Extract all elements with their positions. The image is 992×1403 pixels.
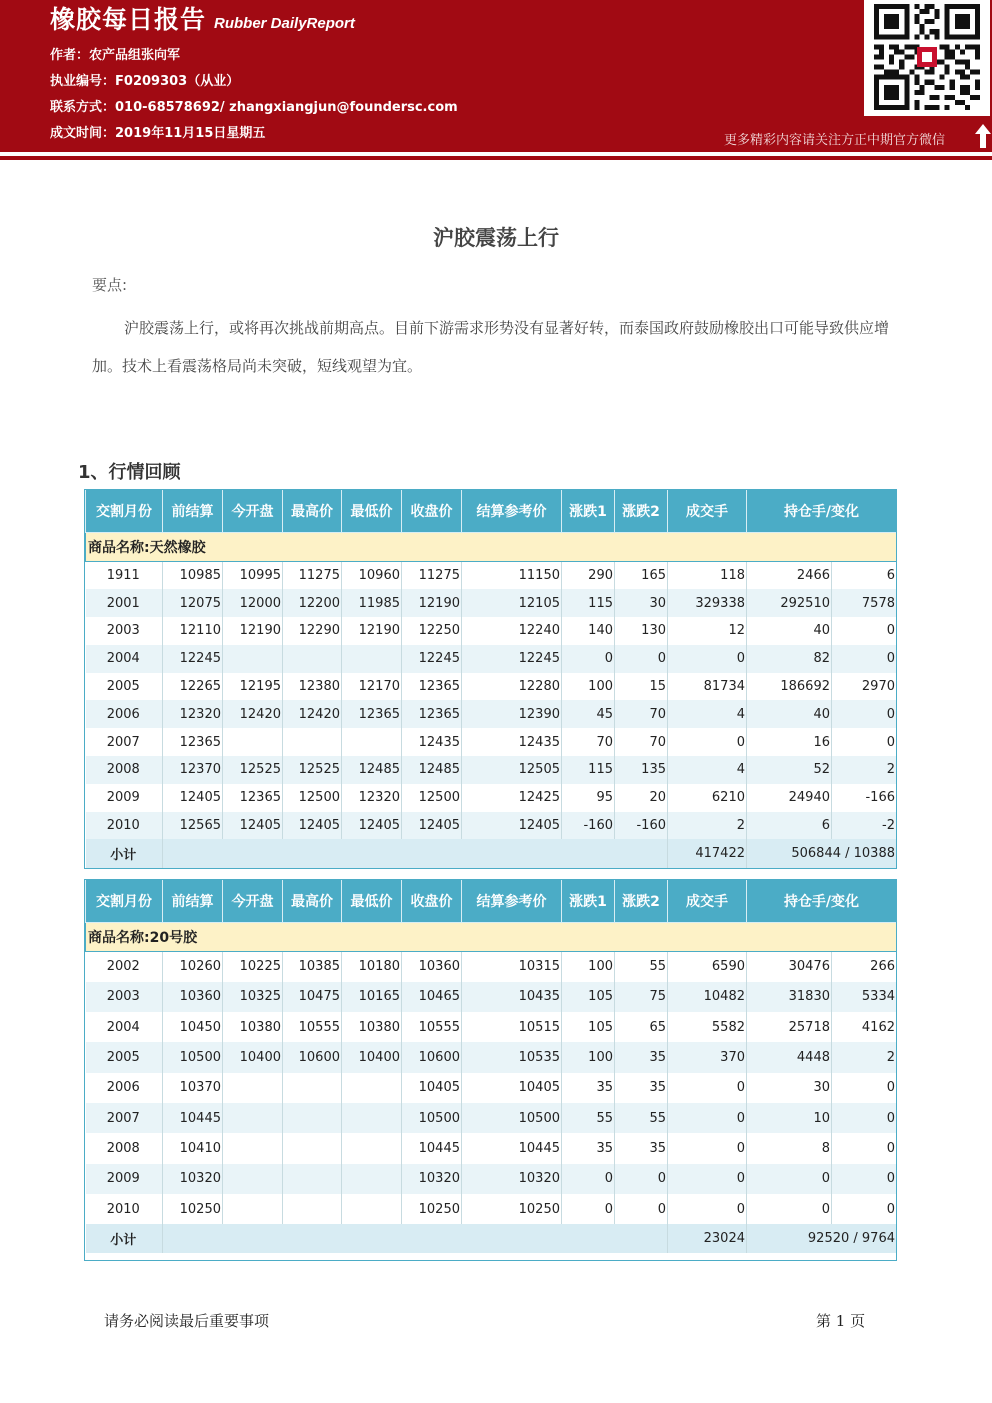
table-cell: 0 <box>747 1194 832 1224</box>
table-cell: 0 <box>615 1164 668 1194</box>
table-cell: 6210 <box>668 784 747 812</box>
table-cell: 45 <box>562 700 615 728</box>
table1-frame <box>84 489 897 869</box>
license-label: 执业编号： <box>50 74 116 89</box>
table-cell: 70 <box>562 728 615 756</box>
page-number: 第 1 页 <box>816 1312 866 1330</box>
table-cell: 12525 <box>223 756 283 784</box>
table-cell: 12240 <box>462 617 562 645</box>
header-change-2: 涨跌2 <box>615 490 668 533</box>
table-cell: 10385 <box>283 952 342 982</box>
table-cell: 0 <box>832 1194 897 1224</box>
table-cell: 105 <box>562 982 615 1012</box>
table-cell: 12320 <box>342 784 402 812</box>
table-cell: 4162 <box>832 1012 897 1042</box>
table-cell: 135 <box>615 756 668 784</box>
table-cell: 10380 <box>342 1012 402 1042</box>
table-cell: 8 <box>747 1133 832 1163</box>
table-cell: 6 <box>832 562 897 590</box>
header-low: 最低价 <box>342 490 402 533</box>
table-cell: 75 <box>615 982 668 1012</box>
qr-code-icon <box>874 4 980 110</box>
table-cell: 10315 <box>462 952 562 982</box>
table-cell: 12245 <box>163 645 223 673</box>
table-cell: 81734 <box>668 673 747 701</box>
table-cell: 12420 <box>223 700 283 728</box>
table-cell: 5334 <box>832 982 897 1012</box>
table-cell: 4 <box>668 756 747 784</box>
header-high: 最高价 <box>283 880 342 923</box>
table-cell: 2 <box>832 756 897 784</box>
table-cell: 10260 <box>163 952 223 982</box>
table-cell: 40 <box>747 617 832 645</box>
table-cell: 40 <box>747 700 832 728</box>
table-cell: 2005 <box>86 673 163 701</box>
date-label: 成文时间： <box>50 126 116 141</box>
table-cell: 24940 <box>747 784 832 812</box>
table-cell: 0 <box>668 728 747 756</box>
table-cell: 10475 <box>283 982 342 1012</box>
article-headline: 沪胶震荡上行 <box>433 226 559 250</box>
table2-frame <box>84 879 897 1261</box>
table-cell: 10 <box>747 1103 832 1133</box>
report-title <box>50 0 355 36</box>
table-cell: 11275 <box>283 562 342 590</box>
header-close: 收盘价 <box>402 880 462 923</box>
qr-code-panel <box>864 0 990 116</box>
table-cell: 10225 <box>223 952 283 982</box>
table-cell: 0 <box>832 645 897 673</box>
table-cell: 10320 <box>402 1164 462 1194</box>
table-cell: 2008 <box>86 1133 163 1163</box>
table-cell: 165 <box>615 562 668 590</box>
table-cell: 10445 <box>402 1133 462 1163</box>
subtotal-volume: 23024 <box>668 1224 747 1253</box>
table-cell: 10500 <box>163 1042 223 1072</box>
table-cell: 10250 <box>163 1194 223 1224</box>
table-cell: 290 <box>562 562 615 590</box>
header-low: 最低价 <box>342 880 402 923</box>
table-cell: 370 <box>668 1042 747 1072</box>
header-open: 今开盘 <box>223 490 283 533</box>
table-cell: 12365 <box>223 784 283 812</box>
table-cell: 115 <box>562 756 615 784</box>
table-cell: 2466 <box>747 562 832 590</box>
header-open-interest: 持仓手/变化 <box>747 490 897 533</box>
footer-disclaimer: 请务必阅读最后重要事项 <box>104 1312 270 1330</box>
table-cell: 35 <box>615 1073 668 1103</box>
table-cell: 52 <box>747 756 832 784</box>
table-cell: 20 <box>615 784 668 812</box>
table-cell: 12485 <box>342 756 402 784</box>
table-cell: 12110 <box>163 617 223 645</box>
table-cell: 12245 <box>402 645 462 673</box>
table-cell: 12565 <box>163 812 223 840</box>
table-cell: 115 <box>562 589 615 617</box>
table-cell: 2009 <box>86 784 163 812</box>
table-cell: 2008 <box>86 756 163 784</box>
table-cell: 0 <box>615 645 668 673</box>
table-cell: 11985 <box>342 589 402 617</box>
table-cell: 30 <box>747 1073 832 1103</box>
table-cell: 10500 <box>402 1103 462 1133</box>
header-delivery-month: 交割月份 <box>86 490 163 533</box>
table-cell: 10600 <box>283 1042 342 1072</box>
table-cell: 10555 <box>402 1012 462 1042</box>
table-cell: 0 <box>668 645 747 673</box>
table-cell: 0 <box>832 617 897 645</box>
table-cell: 10445 <box>462 1133 562 1163</box>
header-settle-ref: 结算参考价 <box>462 880 562 923</box>
header-volume: 成交手 <box>668 880 747 923</box>
table-cell: 10445 <box>163 1103 223 1133</box>
table-cell: 12405 <box>402 812 462 840</box>
table-cell: 12405 <box>223 812 283 840</box>
table-cell: 0 <box>832 1103 897 1133</box>
table-cell: 12380 <box>283 673 342 701</box>
table-cell: 2007 <box>86 1103 163 1133</box>
table-cell: 12365 <box>402 673 462 701</box>
table-cell: 12425 <box>462 784 562 812</box>
table-cell: 0 <box>832 1164 897 1194</box>
table-cell: 5582 <box>668 1012 747 1042</box>
follow-wechat-text: 更多精彩内容请关注方正中期官方微信 <box>724 133 946 148</box>
table-cell: 12365 <box>402 700 462 728</box>
license-line <box>50 70 239 89</box>
table-cell: 2 <box>832 1042 897 1072</box>
table-cell: 12405 <box>283 812 342 840</box>
table-cell: 12250 <box>402 617 462 645</box>
table-cell: 266 <box>832 952 897 982</box>
section-title: 1、行情回顾 <box>78 462 181 483</box>
contact-label: 联系方式： <box>50 100 116 115</box>
table-cell: 12190 <box>402 589 462 617</box>
subtotal-open-interest: 506844 / 10388 <box>747 839 897 868</box>
table-cell: 12195 <box>223 673 283 701</box>
header-open: 今开盘 <box>223 880 283 923</box>
author-label: 作者： <box>50 48 90 63</box>
header-high: 最高价 <box>283 490 342 533</box>
table-cell: 0 <box>562 1194 615 1224</box>
table-cell: 2007 <box>86 728 163 756</box>
table-cell: 12280 <box>462 673 562 701</box>
table-cell: 12525 <box>283 756 342 784</box>
table-cell: 0 <box>562 645 615 673</box>
product-name: 商品名称:天然橡胶 <box>86 533 897 562</box>
table-cell: 10435 <box>462 982 562 1012</box>
table-cell: 10180 <box>342 952 402 982</box>
table-cell: 12190 <box>223 617 283 645</box>
table-cell: 2003 <box>86 982 163 1012</box>
table-cell: 10320 <box>163 1164 223 1194</box>
table-cell: 31830 <box>747 982 832 1012</box>
table-cell: 12365 <box>342 700 402 728</box>
subtotal-volume: 417422 <box>668 839 747 868</box>
table-cell: 10985 <box>163 562 223 590</box>
table-cell: 35 <box>615 1042 668 1072</box>
table-cell: -160 <box>615 812 668 840</box>
table-cell: 0 <box>668 1103 747 1133</box>
table-cell: 12 <box>668 617 747 645</box>
table-cell: 10450 <box>163 1012 223 1042</box>
header-change-2: 涨跌2 <box>615 880 668 923</box>
table-cell: 30476 <box>747 952 832 982</box>
table-cell: 12435 <box>462 728 562 756</box>
table-cell: 12200 <box>283 589 342 617</box>
table-cell: 2002 <box>86 952 163 982</box>
table-cell: 292510 <box>747 589 832 617</box>
table-cell: 12365 <box>163 728 223 756</box>
table-cell: 2001 <box>86 589 163 617</box>
table-cell: 55 <box>615 952 668 982</box>
table-cell: 12245 <box>462 645 562 673</box>
table-cell: 35 <box>615 1133 668 1163</box>
product-name: 商品名称:20号胶 <box>86 923 897 952</box>
table-cell: 105 <box>562 1012 615 1042</box>
table-cell: 95 <box>562 784 615 812</box>
table-cell: 10320 <box>462 1164 562 1194</box>
header-settle-ref: 结算参考价 <box>462 490 562 533</box>
table-cell: 55 <box>615 1103 668 1133</box>
table-cell: 10465 <box>402 982 462 1012</box>
table-cell: 35 <box>562 1073 615 1103</box>
table-cell: 12265 <box>163 673 223 701</box>
table-cell: 2010 <box>86 1194 163 1224</box>
table-cell: 100 <box>562 1042 615 1072</box>
report-title-cn: 橡胶每日报告 <box>50 5 207 34</box>
table-cell: 10400 <box>223 1042 283 1072</box>
subtotal-open-interest: 92520 / 9764 <box>747 1224 897 1253</box>
table-cell: 12075 <box>163 589 223 617</box>
table-cell: 2970 <box>832 673 897 701</box>
table-cell: 0 <box>668 1194 747 1224</box>
table-cell: 12190 <box>342 617 402 645</box>
table-cell: 10165 <box>342 982 402 1012</box>
table-cell: 10500 <box>462 1103 562 1133</box>
author-line <box>50 44 180 63</box>
header-divider <box>0 156 992 160</box>
table-cell: 2003 <box>86 617 163 645</box>
header-volume: 成交手 <box>668 490 747 533</box>
table-cell: 10600 <box>402 1042 462 1072</box>
table-cell: 2006 <box>86 700 163 728</box>
table-cell: 0 <box>668 1133 747 1163</box>
table-cell: 7578 <box>832 589 897 617</box>
table-cell: 0 <box>832 728 897 756</box>
table-cell: 10410 <box>163 1133 223 1163</box>
table-cell: 12170 <box>342 673 402 701</box>
table-cell: 11150 <box>462 562 562 590</box>
table-cell: 2004 <box>86 645 163 673</box>
header-prev-settle: 前结算 <box>163 880 223 923</box>
table-cell: 10995 <box>223 562 283 590</box>
arrow-up-icon <box>975 124 991 148</box>
table-cell: 0 <box>668 1164 747 1194</box>
table-cell: 10400 <box>342 1042 402 1072</box>
table-cell: 12320 <box>163 700 223 728</box>
table-cell: 10555 <box>283 1012 342 1042</box>
table-cell: 12485 <box>402 756 462 784</box>
table-cell: -2 <box>832 812 897 840</box>
table-cell: 10535 <box>462 1042 562 1072</box>
table-cell: 70 <box>615 728 668 756</box>
table-cell: 10325 <box>223 982 283 1012</box>
table-cell: 12000 <box>223 589 283 617</box>
table-cell: -166 <box>832 784 897 812</box>
table-cell: 11275 <box>402 562 462 590</box>
table-cell: 30 <box>615 589 668 617</box>
table-cell: 10405 <box>402 1073 462 1103</box>
table-cell: 10250 <box>462 1194 562 1224</box>
table-cell: 2004 <box>86 1012 163 1042</box>
table-cell: 6 <box>747 812 832 840</box>
table-cell: 12105 <box>462 589 562 617</box>
table-cell: 15 <box>615 673 668 701</box>
table-cell: 10482 <box>668 982 747 1012</box>
table-cell: 0 <box>668 1073 747 1103</box>
table-cell: 10360 <box>402 952 462 982</box>
table-cell: 70 <box>615 700 668 728</box>
table-cell: 10360 <box>163 982 223 1012</box>
contact-line <box>50 96 458 115</box>
table-cell: 0 <box>832 1133 897 1163</box>
table-cell: 130 <box>615 617 668 645</box>
summary-paragraph: 沪胶震荡上行，或将再次挑战前期高点。目前下游需求形势没有显著好转，而泰国政府鼓励橡胶出口可能导致供应增加。技术上看震荡格局尚未突破，短线观望为宜。 <box>92 319 890 375</box>
table-cell: 100 <box>562 673 615 701</box>
table-cell: 140 <box>562 617 615 645</box>
table-cell: 118 <box>668 562 747 590</box>
header-close: 收盘价 <box>402 490 462 533</box>
header-change-1: 涨跌1 <box>562 490 615 533</box>
table-cell: 10515 <box>462 1012 562 1042</box>
table-cell: 186692 <box>747 673 832 701</box>
table-cell: 12390 <box>462 700 562 728</box>
subtotal-label: 小计 <box>86 839 163 868</box>
header-change-1: 涨跌1 <box>562 880 615 923</box>
header-open-interest: 持仓手/变化 <box>747 880 897 923</box>
header-prev-settle: 前结算 <box>163 490 223 533</box>
table-cell: 12435 <box>402 728 462 756</box>
table-cell: 2005 <box>86 1042 163 1072</box>
table-cell: 16 <box>747 728 832 756</box>
date-value: 2019年11月15日星期五 <box>115 126 266 141</box>
table-cell: 12405 <box>462 812 562 840</box>
table-cell: 2006 <box>86 1073 163 1103</box>
header-delivery-month: 交割月份 <box>86 880 163 923</box>
table-cell: 2 <box>668 812 747 840</box>
table-cell: 55 <box>562 1103 615 1133</box>
table-cell: 65 <box>615 1012 668 1042</box>
table-cell: 82 <box>747 645 832 673</box>
table-cell: 4 <box>668 700 747 728</box>
table-cell: 2010 <box>86 812 163 840</box>
table-cell: 0 <box>832 1073 897 1103</box>
table-cell: 12500 <box>283 784 342 812</box>
table-cell: 329338 <box>668 589 747 617</box>
table-cell: 12505 <box>462 756 562 784</box>
table-cell: 35 <box>562 1133 615 1163</box>
table-cell: 1911 <box>86 562 163 590</box>
table-cell: 4448 <box>747 1042 832 1072</box>
license-value: F0209303（从业） <box>115 74 240 89</box>
contact-value: 010-68578692/ zhangxiangjun@foundersc.com <box>115 100 458 115</box>
table-cell: 10405 <box>462 1073 562 1103</box>
table-cell: 12500 <box>402 784 462 812</box>
table-cell: 2009 <box>86 1164 163 1194</box>
keypoints-label: 要点: <box>92 276 128 294</box>
table-cell: 12370 <box>163 756 223 784</box>
table-cell: 12405 <box>163 784 223 812</box>
table-cell: 6590 <box>668 952 747 982</box>
table-cell: 10960 <box>342 562 402 590</box>
table-cell: 12405 <box>342 812 402 840</box>
table-cell: 100 <box>562 952 615 982</box>
table-cell: 0 <box>562 1164 615 1194</box>
table-cell: 12290 <box>283 617 342 645</box>
table-cell: 0 <box>747 1164 832 1194</box>
subtotal-label: 小计 <box>86 1224 163 1253</box>
author-value: 农产品组张向军 <box>89 48 181 63</box>
date-line <box>50 122 265 141</box>
table-cell: 0 <box>615 1194 668 1224</box>
table-cell: 25718 <box>747 1012 832 1042</box>
table-cell: -160 <box>562 812 615 840</box>
table-cell: 10380 <box>223 1012 283 1042</box>
table-cell: 12420 <box>283 700 342 728</box>
table-cell: 0 <box>832 700 897 728</box>
table-cell: 10250 <box>402 1194 462 1224</box>
table-cell: 10370 <box>163 1073 223 1103</box>
report-title-en: Rubber DailyReport <box>214 15 355 32</box>
